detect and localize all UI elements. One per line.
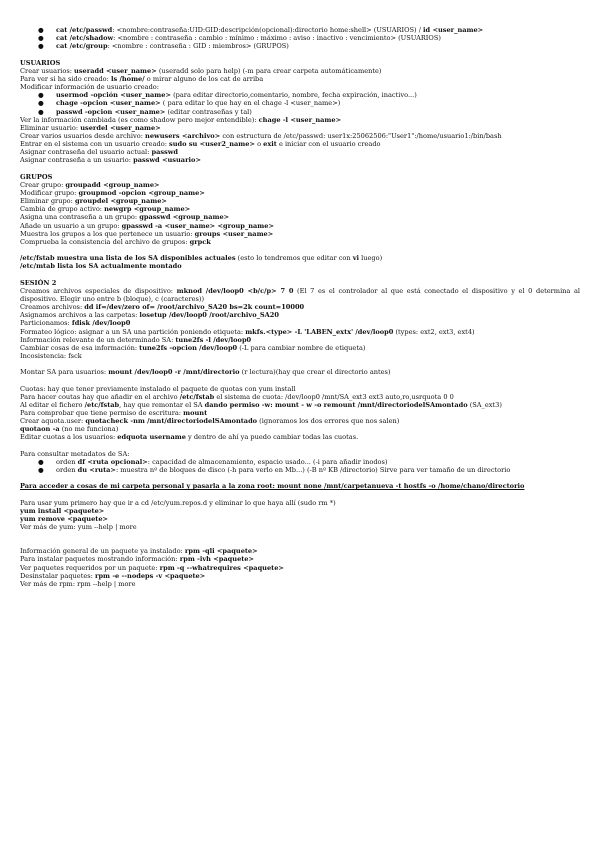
- section-heading-grupos: GRUPOS: [20, 172, 53, 181]
- text-line: Ver más de yum: yum --help | more: [20, 522, 137, 531]
- text-line: Información general de un paquete ya instalado: rpm -qli <paquete>: [20, 547, 258, 556]
- list-item: ● usermod -opción <user_name> (para editar directorio,comentario, nombre, fecha expiración, inactivo...): [38, 91, 417, 100]
- text-line: Comprueba la consistencia del archivo de grupos: grpck: [20, 237, 211, 246]
- text-line: Cambia de grupo activo: newgrp <group_name>: [20, 205, 191, 214]
- command-line: yum remove <paquete>: [20, 514, 109, 523]
- document-page: [20, 26, 580, 588]
- text-line: Crear varios usuarios desde archivo: newusers <archivo> con estructura de /etc/passwd: user1x:25062506:"User1":/home/usuario1:/bin/bash: [20, 131, 502, 140]
- command-text: cat /etc/passwd: [56, 26, 113, 34]
- list-item: [20, 26, 580, 34]
- text-line: Modificar información de usuario creado:: [20, 83, 159, 92]
- text-line: Desinstalar paquetes: rpm -e --nodeps -v <paquete>: [20, 571, 206, 580]
- command-line: yum install <paquete>: [20, 506, 105, 515]
- bullet-icon: ●: [38, 107, 44, 116]
- text-line: quotaon -a (no me funciona): [20, 425, 119, 434]
- text-line: Modificar grupo: groupmod -opcion <group_name>: [20, 189, 205, 197]
- text-line: Información relevante de un determinado SA: tune2fs -l /dev/loop0: [20, 335, 252, 344]
- bullet-icon: ●: [38, 99, 44, 108]
- description-text: : <nombre : contraseña : cambio : mínimo : máximo : aviso : inactivo : vencimiento> (USUARIOS): [113, 34, 441, 43]
- text-line: Muestra los grupos a los que pertenece un usuario: groups <user_name>: [20, 229, 274, 238]
- bullet-icon: ●: [38, 26, 44, 34]
- text-line: Cuotas: hay que tener previamente instalado el paquete de quotas con yum install: [20, 384, 296, 393]
- text-line: Asigna una contraseña a un grupo: gpasswd <group_name>: [20, 213, 230, 222]
- bullet-icon: ●: [38, 457, 44, 466]
- text-line: Creamos archivos: dd if=/dev/zero of= /root/archivo_SA20 bs=2k count=10000: [20, 303, 305, 312]
- text-line: Añade un usuario a un grupo: gpasswd -a <user_name> <group_name>: [20, 221, 274, 230]
- text-line: Eliminar grupo: groupdel <group_name>: [20, 197, 167, 206]
- command-text: cat /etc/shadow: [56, 34, 114, 43]
- text-line: Asignar contraseña del usuario actual: passwd: [20, 148, 179, 157]
- list-item: ● orden df <ruta opcional>: capacidad de almacenamiento, espacio usado... (-i para añadir inodos): [38, 457, 388, 466]
- text-line: Ver la información cambiada (es como shadow pero mejor entendible): chage -l <user_name>: [20, 115, 342, 124]
- description-text: : <nombre:contraseña:UID:GID:descripción(opcional):directorio home:shell> (USUARIOS) /: [112, 26, 424, 34]
- description-text: : <nombre : contraseña : GID : miembros> (GRUPOS): [107, 42, 289, 51]
- text-line: /etc/mtab lista los SA actualmente montado: [20, 262, 182, 271]
- text-line: Para hacer coutas hay que añadir en el archivo /etc/fstab el sistema de cuota: /dev/loop0 /mnt/SA_ext3 ext3 auto,ro,usrquota 0 0: [20, 392, 454, 401]
- text-line: Eliminar usuario: userdel <user_name>: [20, 123, 161, 132]
- text-line: Crear grupo: groupadd <group_name>: [20, 180, 160, 189]
- text-line: Asignamos archivos a las carpetas: losetup /dev/loop0 /root/archivo_SA20: [20, 311, 279, 320]
- text-line: Ver más de rpm: rpm --help | more: [20, 579, 136, 588]
- section-heading-sesion-2: SESIÓN 2: [20, 278, 57, 287]
- bullet-icon: ●: [38, 466, 44, 474]
- list-item: ● orden du <ruta>: muestra nº de bloques de disco (-h para verlo en Mb...) (-B nº KB /directorio) Sirve para ver tamaño de un directorio: [38, 466, 511, 474]
- text-line: Para usar yum primero hay que ir a cd /etc/yum.repos.d y eliminar lo que haya allí (sudo rm *): [20, 498, 336, 507]
- list-item: [20, 42, 580, 50]
- text-line: Cambiar cosas de esa información: tune2fs -opcion /dev/loop0 (-L para cambiar nombre de etiqueta): [20, 343, 366, 352]
- text-line: Crear usuarios: useradd <user_name> (useradd solo para help) (-m para crear carpeta automáticamente): [20, 66, 382, 75]
- list-item: ● passwd -opcion <user_name> (editar contraseñas y tal): [38, 107, 252, 116]
- text-line: Para instalar paquetes mostrando información: rpm -ivh <paquete>: [20, 555, 255, 564]
- bullet-icon: ●: [38, 42, 44, 51]
- text-line: Para consultar metadatos de SA:: [20, 449, 130, 458]
- list-item: ● chage -opcion <user_name> ( para editar lo que hay en el chage -l <user_name>): [38, 99, 341, 108]
- text-line: Ver paquetes requeridos por un paquete: rpm -q --whatrequires <paquete>: [20, 563, 284, 572]
- text-line: Asignar contraseña a un usuario: passwd <usuario>: [20, 156, 201, 165]
- list-item: [20, 34, 580, 42]
- text-line: Entrar en el sistema con un usuario creado: sudo su <user2_name> o exit e iniciar con el usuario creado: [20, 140, 381, 149]
- text-line: Incosistencia: fsck: [20, 352, 82, 360]
- bullet-icon: ●: [38, 34, 44, 43]
- underlined-heading: Para acceder a cosas de mi carpeta personal y pasarla a la zona root: mount none /mnt/carpetanueva -t hostfs -o /home/chano/directorio: [20, 482, 525, 491]
- command-text: id <user_name>: [423, 26, 484, 34]
- text-line: Editar cuotas a los usuarios: edquota username y dentro de ahí ya puedo cambiar todas las cuotas.: [20, 433, 359, 442]
- text-line: Para ver si ha sido creado: ls /home/ o mirar alguno de los cat de arriba: [20, 74, 264, 83]
- command-text: cat /etc/group: [56, 42, 108, 51]
- text-line: Formateo lógico: asignar a un SA una partición poniendo etiqueta: mkfs.<type> -L 'LABEN_extx' /dev/loop0 (types: ext2, ext3, ext4): [20, 327, 475, 336]
- text-line: Para comprobar que tiene permiso de escritura: mount: [20, 408, 208, 417]
- text-line: Montar SA para usuarios: mount /dev/loop0 -r /mnt/directorio (r lectura)(hay que crear el directorio antes): [20, 368, 391, 377]
- text-line: Particionamos: fdisk /dev/loop0: [20, 319, 131, 328]
- text-line: Al editar el fichero /etc/fstab, hay que remontar el SA dando permiso -w: mount - w -o remount /mnt/directoriodelSAmontado (SA_ext3): [20, 400, 502, 409]
- paragraph: Creamos archivos especiales de dispositivo: mknod /dev/loop0 <b/c/p> 7 0 (El 7 es el controlador al que está conectado el dispositivo y el 0 determina al dispositivo. Elegir uno entre b (bloque), c (caracteres)): [20, 286, 580, 303]
- text-line: /etc/fstab muestra una lista de los SA disponibles actuales (esto lo tendremos que editar con vi luego): [20, 254, 383, 263]
- text-line: Crear aquota.user: quotacheck -nm /mnt/directoriodelSAmontado (ignoramos los dos errores que nos salen): [20, 417, 400, 426]
- section-heading-usuarios: USUARIOS: [20, 58, 61, 67]
- bullet-icon: ●: [38, 91, 44, 100]
